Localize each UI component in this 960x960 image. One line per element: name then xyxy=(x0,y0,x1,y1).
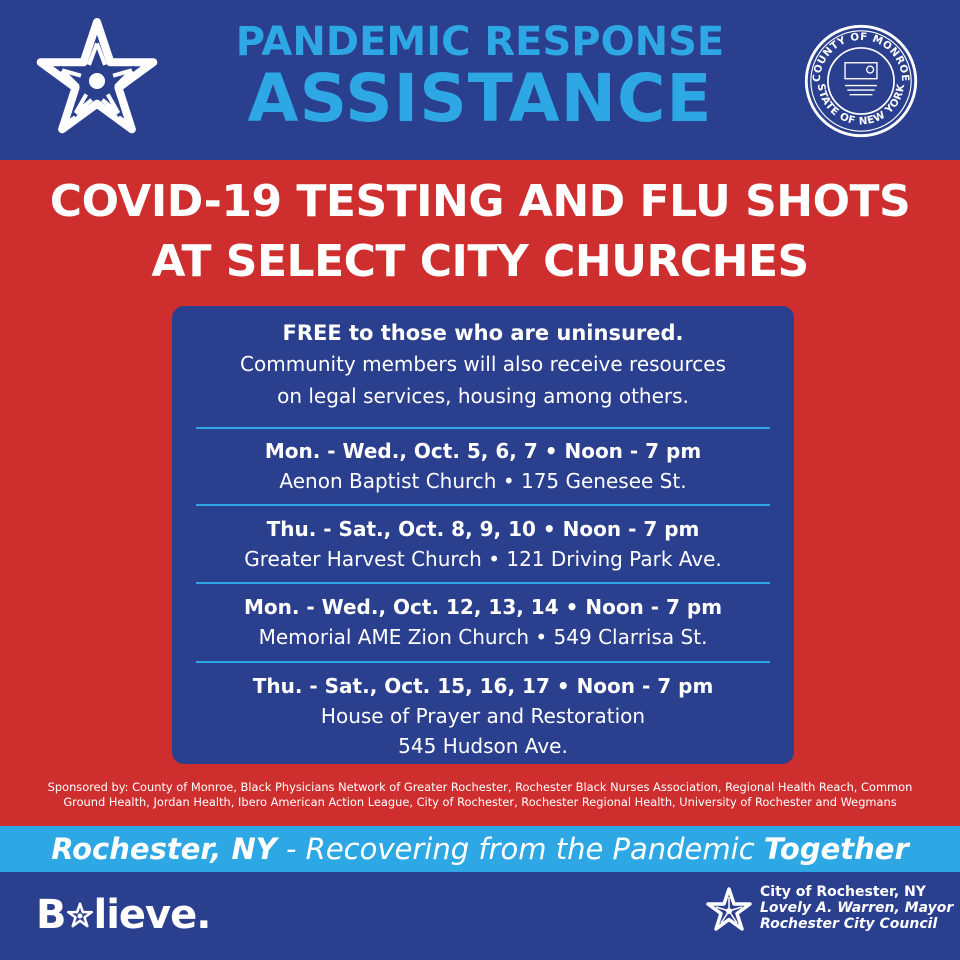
believe-text-pre: B xyxy=(36,892,66,938)
slogan-text xyxy=(0,826,960,872)
event-item xyxy=(172,592,794,652)
main-title xyxy=(0,172,960,292)
city-flower-icon xyxy=(704,886,754,936)
event-where: House of Prayer and Restoration xyxy=(320,704,646,728)
intro-line: on legal services, housing among others. xyxy=(277,384,689,408)
divider xyxy=(196,504,770,506)
event-when: Mon. - Wed., Oct. 12, 13, 14 • Noon - 7 pm xyxy=(243,595,723,619)
seal-text-top: COUNTY OF MONROE xyxy=(810,30,912,83)
event-where: Memorial AME Zion Church • 549 Clarrisa St. xyxy=(258,625,708,649)
schedule-panel xyxy=(172,306,794,764)
main-title-line2: AT SELECT CITY CHURCHES xyxy=(151,236,809,287)
event-item xyxy=(172,436,794,496)
event-item xyxy=(172,514,794,574)
monroe-county-seal-icon xyxy=(804,24,918,138)
believe-text-post: lieve. xyxy=(93,892,211,938)
event-when: Mon. - Wed., Oct. 5, 6, 7 • Noon - 7 pm xyxy=(264,439,702,463)
seal-text-bottom: STATE OF NEW YORK xyxy=(814,82,908,128)
sponsors-line: Ground Health, Jordan Health, Ibero American Action League, City of Rochester, Rochester Regional Health, University of Rochester and Wegmans xyxy=(63,795,897,809)
event-where: Aenon Baptist Church • 175 Genesee St. xyxy=(279,469,687,493)
slogan-city: Rochester, NY xyxy=(51,832,277,866)
divider xyxy=(196,582,770,584)
intro-text xyxy=(172,318,794,412)
event-where: 545 Hudson Ave. xyxy=(398,734,568,758)
sponsors-line: Sponsored by: County of Monroe, Black Physicians Network of Greater Rochester, Rochester Black Nurses Association, Regional Health Reach, Common xyxy=(47,780,913,794)
intro-line: Community members will also receive resources xyxy=(240,352,726,376)
main-title-line1: COVID-19 TESTING AND FLU SHOTS xyxy=(49,176,911,227)
divider xyxy=(196,661,770,663)
header-title-line2: ASSISTANCE xyxy=(247,60,713,137)
slogan-end: Together xyxy=(763,832,909,866)
city-credits xyxy=(760,884,953,932)
event-item xyxy=(172,671,794,761)
slogan-middle: - Recovering from the Pandemic xyxy=(276,832,764,866)
believe-logo xyxy=(36,890,210,940)
sponsors-text xyxy=(20,780,940,810)
event-when: Thu. - Sat., Oct. 15, 16, 17 • Noon - 7 pm xyxy=(252,674,714,698)
rochester-flower-logo-icon xyxy=(30,14,164,148)
believe-flower-icon xyxy=(66,902,94,930)
mayor-name: Lovely A. Warren, Mayor xyxy=(760,900,954,916)
event-where: Greater Harvest Church • 121 Driving Park Ave. xyxy=(244,547,722,571)
header-title xyxy=(200,19,760,137)
header-title-line1: PANDEMIC RESPONSE xyxy=(235,19,725,65)
divider xyxy=(196,427,770,429)
city-council: Rochester City Council xyxy=(760,916,938,932)
city-name: City of Rochester, NY xyxy=(760,884,926,900)
intro-bold: FREE to those who are uninsured. xyxy=(282,321,684,345)
event-when: Thu. - Sat., Oct. 8, 9, 10 • Noon - 7 pm xyxy=(266,517,700,541)
